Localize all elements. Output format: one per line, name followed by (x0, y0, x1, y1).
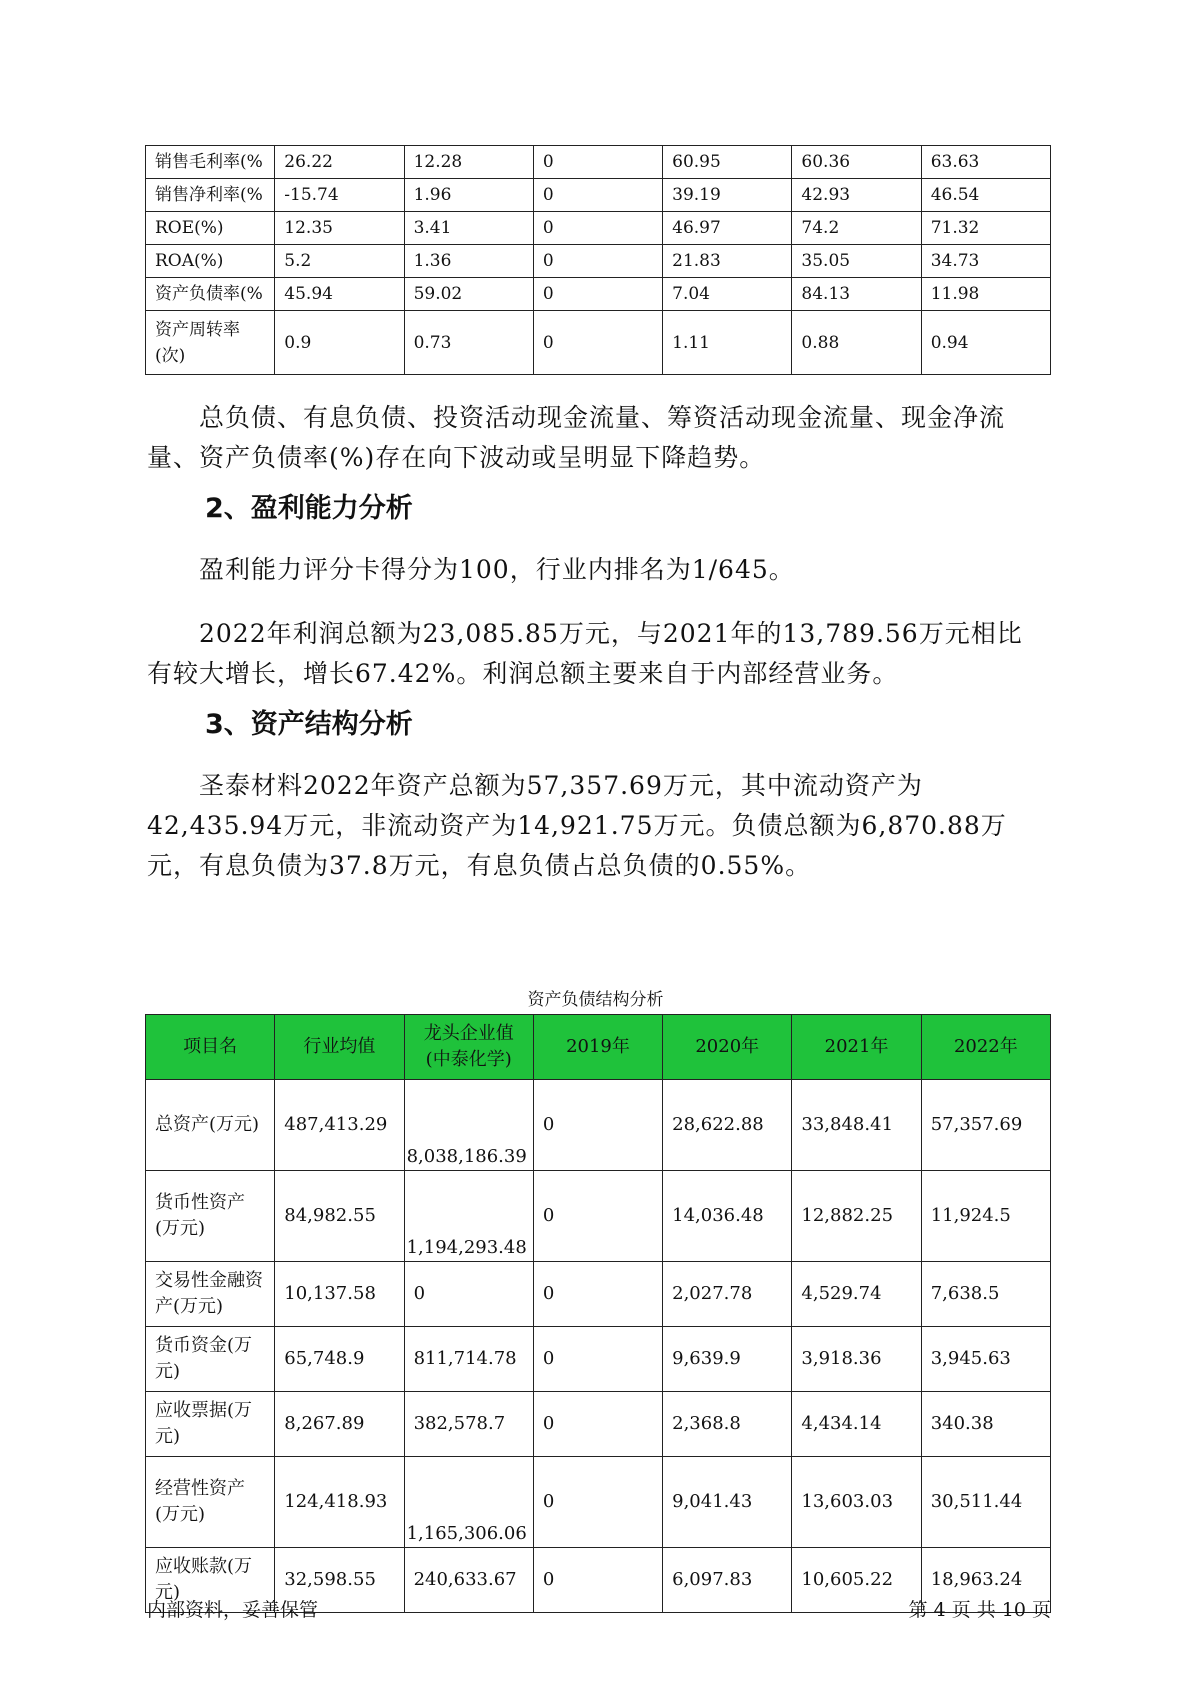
table-cell: 0 (533, 1392, 662, 1457)
table-cell: 60.36 (792, 146, 921, 179)
table-cell: 0.9 (275, 311, 404, 375)
table-cell: 63.63 (921, 146, 1050, 179)
row-label: 资产负债率(% (146, 278, 275, 311)
table-cell: 3,918.36 (792, 1327, 921, 1392)
table-cell: 811,714.78 (404, 1327, 533, 1392)
row-label: 经营性资产(万元) (146, 1457, 275, 1548)
row-label: 总资产(万元) (146, 1080, 275, 1171)
table-cell: 487,413.29 (275, 1080, 404, 1171)
row-label: 销售净利率(% (146, 179, 275, 212)
table-row (146, 146, 1051, 179)
table-cell: 10,137.58 (275, 1262, 404, 1327)
table-cell: 39.19 (663, 179, 792, 212)
column-header: 2021年 (792, 1015, 921, 1080)
table-cell: 59.02 (404, 278, 533, 311)
row-label: 销售毛利率(% (146, 146, 275, 179)
table-cell: 0 (533, 1171, 662, 1262)
table-row (146, 245, 1051, 278)
paragraph-trend: 总负债、有息负债、投资活动现金流量、筹资活动现金流量、现金净流量、资产负债率(%)存在向下波动或呈明显下降趋势。 (147, 403, 1006, 472)
column-header: 龙头企业值(中泰化学) (404, 1015, 533, 1080)
table-cell: 382,578.7 (404, 1392, 533, 1457)
table-cell: 13,603.03 (792, 1457, 921, 1548)
table-cell: 35.05 (792, 245, 921, 278)
table-cell: 46.54 (921, 179, 1050, 212)
table-cell: 9,639.9 (663, 1327, 792, 1392)
table-cell: 6,097.83 (663, 1548, 792, 1613)
table-caption: 资产负债结构分析 (527, 990, 664, 1010)
column-header: 2020年 (663, 1015, 792, 1080)
column-header: 行业均值 (275, 1015, 404, 1080)
table-cell: 1.36 (404, 245, 533, 278)
table-cell: 8,038,186.39 (404, 1080, 533, 1171)
table-cell: 1,194,293.48 (404, 1171, 533, 1262)
table-row (146, 278, 1051, 311)
column-header: 2019年 (533, 1015, 662, 1080)
table-cell: 33,848.41 (792, 1080, 921, 1171)
table-row (146, 1171, 1051, 1262)
table-cell: 9,041.43 (663, 1457, 792, 1548)
table-cell: 12,882.25 (792, 1171, 921, 1262)
table-cell: 65,748.9 (275, 1327, 404, 1392)
table-cell: 0 (533, 311, 662, 375)
table-cell: 4,529.74 (792, 1262, 921, 1327)
table-cell: 0.94 (921, 311, 1050, 375)
table-cell: 26.22 (275, 146, 404, 179)
table-cell: 2,027.78 (663, 1262, 792, 1327)
table-cell: 5.2 (275, 245, 404, 278)
table-cell: 84,982.55 (275, 1171, 404, 1262)
asset-structure-table (145, 1014, 1051, 1613)
table-cell: 57,357.69 (921, 1080, 1050, 1171)
paragraph-profit-score: 盈利能力评分卡得分为100，行业内排名为1/645。 (199, 555, 795, 584)
table-cell: 14,036.48 (663, 1171, 792, 1262)
table-cell: 0 (533, 1457, 662, 1548)
table-cell: 45.94 (275, 278, 404, 311)
table-cell: 21.83 (663, 245, 792, 278)
table-cell: 0 (533, 1327, 662, 1392)
table-cell: 12.35 (275, 212, 404, 245)
table-cell: 0 (533, 245, 662, 278)
table-cell: 42.93 (792, 179, 921, 212)
heading-profit-analysis: 2、盈利能力分析 (205, 493, 413, 524)
heading-asset-structure: 3、资产结构分析 (205, 709, 413, 740)
footer-page-number: 第 4 页 共 10 页 (908, 1599, 1051, 1621)
table-cell: 1.11 (663, 311, 792, 375)
table-cell: 0 (533, 1262, 662, 1327)
table-cell: 0 (533, 1080, 662, 1171)
table-row (146, 179, 1051, 212)
table-row (146, 1327, 1051, 1392)
table-cell: 0.88 (792, 311, 921, 375)
table-cell: 0.73 (404, 311, 533, 375)
row-label: 应收票据(万元) (146, 1392, 275, 1457)
paragraph-profit-detail: 2022年利润总额为23,085.85万元，与2021年的13,789.56万元相比有较大增长，增长67.42%。利润总额主要来自于内部经营业务。 (147, 619, 1023, 688)
table-cell: 32,598.55 (275, 1548, 404, 1613)
column-header: 项目名 (146, 1015, 275, 1080)
table-cell: 8,267.89 (275, 1392, 404, 1457)
table-cell: 11,924.5 (921, 1171, 1050, 1262)
table-cell: 28,622.88 (663, 1080, 792, 1171)
column-header: 2022年 (921, 1015, 1050, 1080)
table-cell: 3.41 (404, 212, 533, 245)
footer-confidential: 内部资料，妥善保管 (147, 1599, 319, 1621)
table-cell: 0 (533, 278, 662, 311)
table-cell: 30,511.44 (921, 1457, 1050, 1548)
table-cell: 10,605.22 (792, 1548, 921, 1613)
row-label: 资产周转率(次) (146, 311, 275, 375)
table-cell: 71.32 (921, 212, 1050, 245)
table-cell: 3,945.63 (921, 1327, 1050, 1392)
table-cell: 0 (533, 146, 662, 179)
table-header-row (146, 1015, 1051, 1080)
table-cell: 60.95 (663, 146, 792, 179)
table-cell: 4,434.14 (792, 1392, 921, 1457)
table-cell: 46.97 (663, 212, 792, 245)
table-cell: 1.96 (404, 179, 533, 212)
table-cell: 1,165,306.06 (404, 1457, 533, 1548)
table-cell: 7,638.5 (921, 1262, 1050, 1327)
row-label: 货币资金(万元) (146, 1327, 275, 1392)
table-row (146, 1457, 1051, 1548)
table-row (146, 311, 1051, 375)
table-cell: 240,633.67 (404, 1548, 533, 1613)
row-label: 交易性金融资产(万元) (146, 1262, 275, 1327)
table-cell: -15.74 (275, 179, 404, 212)
table-cell: 0 (533, 179, 662, 212)
table-cell: 74.2 (792, 212, 921, 245)
table-cell: 0 (533, 212, 662, 245)
paragraph-asset: 圣泰材料2022年资产总额为57,357.69万元，其中流动资产为42,435.94万元，非流动资产为14,921.75万元。负债总额为6,870.88万元，有息负债为37.8万元，有息负债占总负债的0.55%。 (147, 771, 1007, 880)
table-row (146, 1392, 1051, 1457)
ratio-table (145, 145, 1051, 375)
table-cell: 84.13 (792, 278, 921, 311)
row-label: ROA(%) (146, 245, 275, 278)
table-cell: 11.98 (921, 278, 1050, 311)
table-row (146, 212, 1051, 245)
table-cell: 12.28 (404, 146, 533, 179)
table-cell: 2,368.8 (663, 1392, 792, 1457)
row-label: 应收账款(万元) (146, 1548, 275, 1613)
table-cell: 340.38 (921, 1392, 1050, 1457)
table-cell: 0 (533, 1548, 662, 1613)
row-label: ROE(%) (146, 212, 275, 245)
table-cell: 0 (404, 1262, 533, 1327)
table-cell: 18,963.24 (921, 1548, 1050, 1613)
table-cell: 34.73 (921, 245, 1050, 278)
table-row (146, 1080, 1051, 1171)
table-cell: 7.04 (663, 278, 792, 311)
row-label: 货币性资产(万元) (146, 1171, 275, 1262)
table-cell: 124,418.93 (275, 1457, 404, 1548)
table-row (146, 1262, 1051, 1327)
